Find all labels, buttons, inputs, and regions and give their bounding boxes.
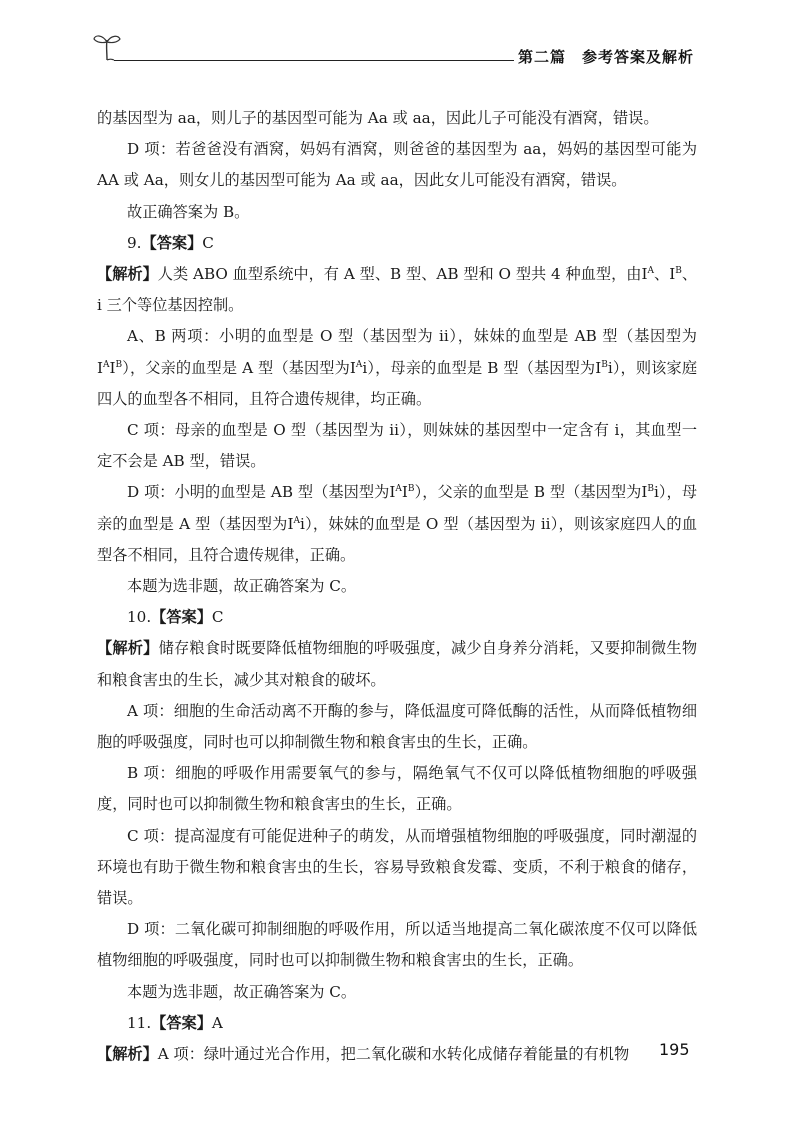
paragraph: 本题为选非题，故正确答案为 C。 bbox=[127, 577, 357, 596]
paragraph: A 项：细胞的生命活动离不开酶的参与，降低温度可降低酶的活性，从而降低植物细胞的呼吸强度，同时也可以抑制微生物和粮食害虫的生长，正确。 bbox=[97, 701, 698, 752]
header-rule-dashed bbox=[470, 60, 514, 61]
paragraph: C 项：母亲的血型是 O 型（基因型为 ii），则妹妹的基因型中一定含有 i，其血型一定不会是 AB 型，错误。 bbox=[97, 421, 697, 471]
page-body bbox=[97, 103, 697, 1070]
paragraph: A、B 两项：小明的血型是 O 型（基因型为 ii），妹妹的血型是 AB 型（基因型为$I^AI^B$），父亲的血型是 A 型（基因型为$I^Ai$），母亲的血型是 B 型（基因型为$I^Bi$），则该家庭四人的血型各不相同，且符合遗传规律，均正确。 bbox=[97, 327, 697, 408]
paragraph: 的基因型为 aa，则儿子的基因型可能为 Aa 或 aa，因此儿子可能没有酒窝，错误。 bbox=[97, 109, 659, 127]
paragraph: D 项：若爸爸没有酒窝，妈妈有酒窝，则爸爸的基因型为 aa，妈妈的基因型可能为 AA 或 Aa，则女儿的基因型可能为 Aa 或 aa，因此女儿可能没有酒窝，错误。 bbox=[97, 140, 697, 190]
page-number: 195 bbox=[659, 1040, 690, 1059]
paragraph: C 项：提高湿度有可能促进种子的萌发，从而增强植物细胞的呼吸强度，同时潮湿的环境也有助于微生物和粮食害虫的生长，容易导致粮食发霉、变质，不利于粮食的储存，错误。 bbox=[97, 826, 698, 908]
analysis-paragraph: 【解析】储存粮食时既要降低植物细胞的呼吸强度，减少自身养分消耗，又要抑制微生物和粮食害虫的生长，减少其对粮食的破坏。 bbox=[97, 639, 698, 689]
answer-heading: 9.【答案】C bbox=[127, 233, 214, 252]
paragraph: D 项：小明的血型是 AB 型（基因型为$I^AI^B$），父亲的血型是 B 型（基因型为$I^Bi$），母亲的血型是 A 型（基因型为$I^Ai$），妹妹的血型是 O 型（基因型为 ii），则该家庭四人的血型各不相同，且符合遗传规律，正确。 bbox=[97, 483, 698, 564]
header-rule bbox=[114, 60, 514, 61]
answer-heading: 11.【答案】A bbox=[127, 1013, 223, 1032]
paragraph: D 项：二氧化碳可抑制细胞的呼吸作用，所以适当地提高二氧化碳浓度不仅可以降低植物细胞的呼吸强度，同时也可以抑制微生物和粮食害虫的生长，正确。 bbox=[97, 920, 698, 970]
paragraph: 故正确答案为 B。 bbox=[127, 202, 250, 221]
analysis-paragraph: 【解析】A 项：绿叶通过光合作用，把二氧化碳和水转化成储存着能量的有机物 bbox=[97, 1045, 630, 1064]
sprout-icon bbox=[92, 30, 122, 62]
answer-heading: 10.【答案】C bbox=[127, 608, 224, 627]
paragraph: B 项：细胞的呼吸作用需要氧气的参与，隔绝氧气不仅可以降低植物细胞的呼吸强度，同时也可以抑制微生物和粮食害虫的生长，正确。 bbox=[97, 764, 697, 814]
analysis-paragraph: 【解析】人类 ABO 血型系统中，有 A 型、B 型、AB 型和 O 型共 4 种血型，由$I^A$、$I^B$、i 三个等位基因控制。 bbox=[97, 265, 698, 315]
paragraph: 本题为选非题，故正确答案为 C。 bbox=[127, 982, 357, 1001]
running-header: 第二篇 参考答案及解析 bbox=[518, 48, 695, 66]
